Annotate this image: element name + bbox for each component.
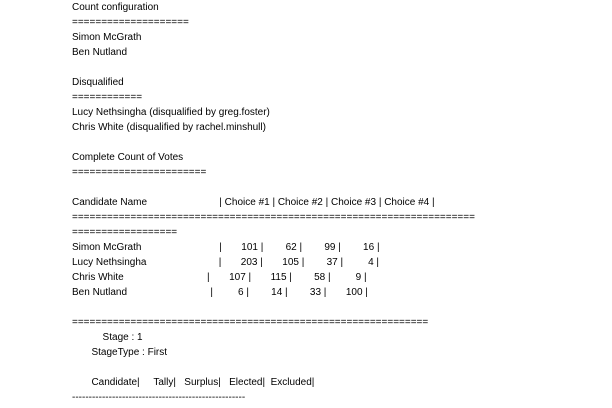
- choice-table-row: Simon McGrath | 101 | 62 | 99 | 16 |: [72, 242, 380, 253]
- stage-section-rule: =============================================================: [72, 317, 429, 328]
- choice-table-row: Chris White | 107 | 115 | 58 | 9 |: [72, 272, 367, 283]
- count-configuration-heading: Count configuration: [72, 2, 159, 13]
- count-configuration-rule: ====================: [72, 17, 189, 28]
- choice-table-header-rule: =====================================================================: [72, 212, 475, 223]
- choice-table-row: Lucy Nethsingha | 203 | 105 | 37 | 4 |: [72, 257, 380, 268]
- configured-candidate: Ben Nutland: [72, 47, 128, 58]
- complete-count-heading: Complete Count of Votes: [72, 152, 184, 163]
- disqualified-heading: Disqualified: [72, 77, 124, 88]
- complete-count-rule: =======================: [72, 167, 207, 178]
- stage-type-line: StageType : First: [72, 347, 168, 358]
- disqualified-entry: Chris White (disqualified by rachel.minshull): [72, 122, 266, 133]
- choice-table-header-rule: ==================: [72, 227, 178, 238]
- configured-candidate: Simon McGrath: [72, 32, 142, 43]
- choice-table-header: Candidate Name | Choice #1 | Choice #2 | Choice #3 | Choice #4 |: [72, 197, 435, 208]
- disqualified-rule: ============: [72, 92, 143, 103]
- stage-table-header: Candidate| Tally| Surplus| Elected| Excluded|: [72, 377, 315, 388]
- stage-number-line: Stage : 1: [72, 332, 143, 343]
- disqualified-entry: Lucy Nethsingha (disqualified by greg.foster): [72, 107, 270, 118]
- stage-table-rule: ----------------------------------------------------: [72, 392, 246, 403]
- choice-table-row: Ben Nutland | 6 | 14 | 33 | 100 |: [72, 287, 368, 298]
